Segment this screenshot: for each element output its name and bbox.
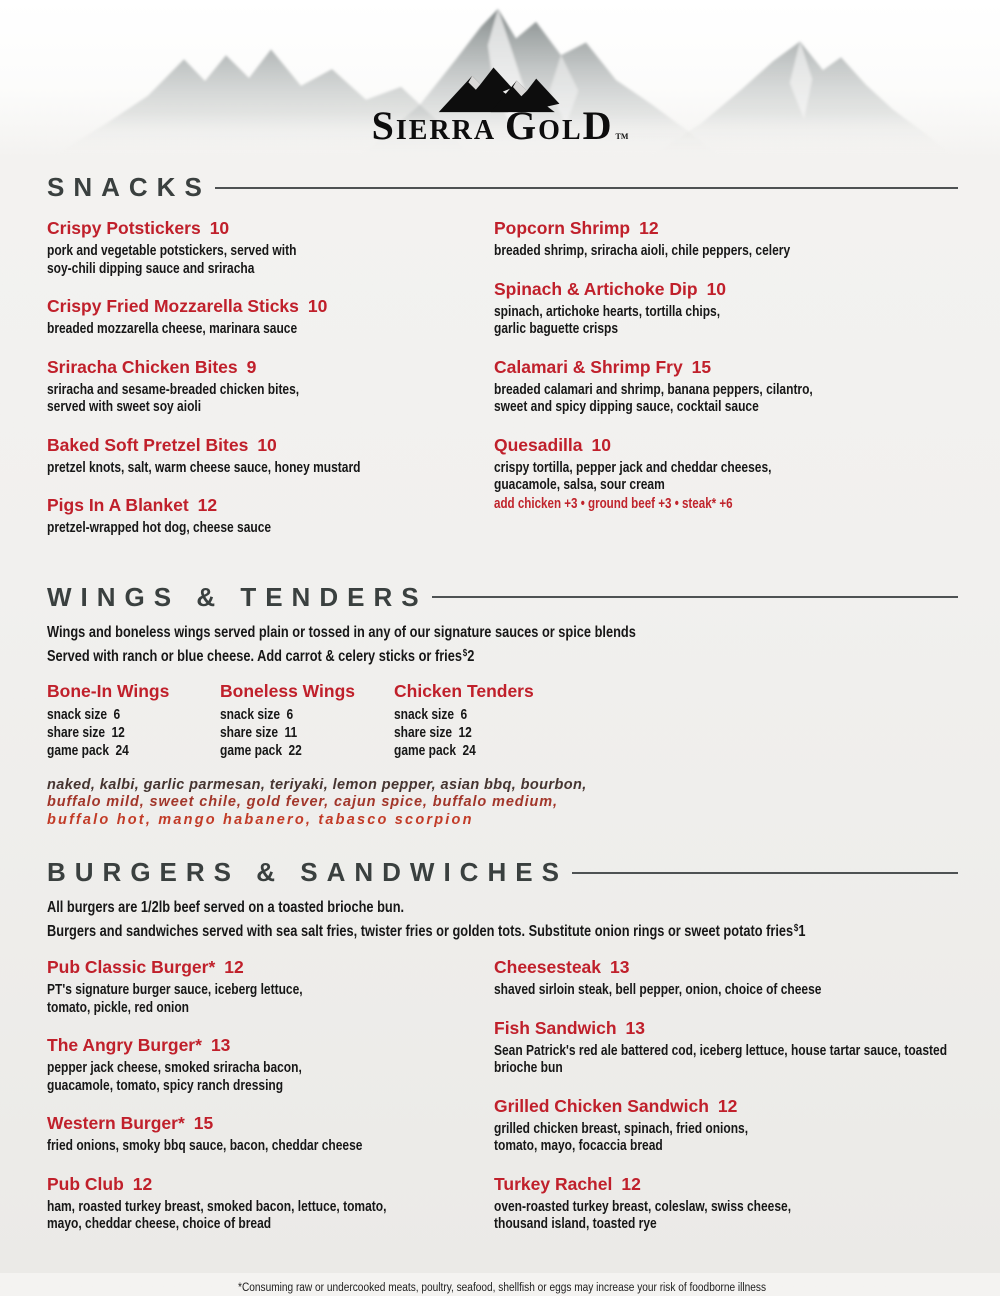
item-desc-line: oven-roasted turkey breast, coleslaw, swiss cheese, — [494, 1197, 792, 1215]
menu-header — [0, 0, 1000, 158]
menu-column — [47, 218, 494, 556]
item-price: 10 — [706, 278, 727, 299]
item-name: Pub Classic Burger* — [47, 957, 216, 977]
item-desc-line: mayo, cheddar cheese, choice of bread — [47, 1215, 272, 1232]
menu-item — [494, 1096, 1000, 1155]
burgers-items — [47, 957, 958, 1252]
section-title: WINGS & TENDERS — [47, 581, 428, 612]
wing-size-row — [220, 706, 359, 724]
wordmark-letter: G — [505, 103, 539, 148]
menu-footer — [0, 1278, 1000, 1296]
item-desc-line: breaded shrimp, sriracha aioli, chile peppers, celery — [494, 242, 791, 259]
item-name: Grilled Chicken Sandwich — [494, 1095, 709, 1116]
menu-item — [47, 296, 494, 338]
wings-intro-line2 — [47, 643, 776, 667]
item-name: Quesadilla — [494, 434, 583, 455]
item-desc-line: pork and vegetable potstickers, served with — [47, 242, 297, 259]
menu-item — [47, 218, 494, 277]
menu-item — [47, 1035, 494, 1094]
item-price: 12 — [197, 495, 218, 515]
item-desc-line: sweet and spicy dipping sauce, cocktail sauce — [494, 398, 759, 415]
item-desc-line: served with sweet soy aioli — [47, 398, 202, 415]
item-price: 10 — [591, 434, 611, 455]
wing-size-label: game pack — [394, 741, 457, 759]
brand-logo — [0, 60, 1000, 146]
wing-size-count: 6 — [286, 705, 294, 723]
menu-item — [47, 357, 494, 416]
item-desc-line: soy-chili dipping sauce and sriracha — [47, 259, 255, 277]
section-header — [47, 172, 958, 203]
wing-size-label: share size — [394, 723, 453, 741]
wing-size-label: game pack — [220, 741, 283, 759]
item-title — [47, 495, 494, 516]
wing-size-count: 24 — [115, 741, 129, 759]
price-superscript: $ — [793, 923, 799, 934]
item-desc-line: Sean Patrick's red ale battered cod, iceberg lettuce, house tartar sauce, toasted — [494, 1041, 948, 1059]
wing-size-count: 6 — [113, 705, 121, 723]
menu-column — [47, 957, 494, 1252]
item-title — [47, 957, 494, 978]
wing-size-count: 12 — [111, 723, 125, 741]
sauce-line: buffalo mild, sweet chile, gold fever, cajun spice, buffalo medium, — [47, 794, 558, 810]
item-name: Popcorn Shrimp — [494, 218, 631, 238]
section-header — [47, 857, 958, 888]
item-desc-line: brioche bun — [494, 1059, 563, 1076]
item-price: 13 — [210, 1035, 231, 1055]
wordmark-letters: IERRA — [395, 115, 497, 146]
item-price: 13 — [625, 1017, 645, 1038]
wing-size-row — [394, 724, 845, 742]
item-title — [494, 957, 1000, 978]
wordmark-letter: D — [582, 103, 614, 148]
item-price: 12 — [639, 218, 659, 238]
item-name: Cheesesteak — [494, 957, 602, 977]
menu-item — [47, 435, 494, 477]
menu-item — [494, 1018, 1000, 1077]
item-name: Baked Soft Pretzel Bites — [47, 434, 249, 455]
section-title: BURGERS & SANDWICHES — [47, 857, 568, 887]
wing-size-count: 24 — [462, 741, 476, 759]
wing-size-count: 11 — [284, 723, 298, 741]
item-title — [494, 435, 958, 456]
item-title — [47, 296, 494, 317]
item-title — [494, 1174, 1000, 1195]
menu-item — [494, 279, 958, 338]
item-price: 12 — [621, 1173, 641, 1194]
menu-item — [47, 957, 494, 1016]
item-title — [494, 279, 958, 300]
item-title — [47, 1113, 494, 1134]
item-price: 10 — [307, 296, 328, 316]
item-desc-line: breaded calamari and shrimp, banana peppers, cilantro, — [494, 380, 813, 398]
menu-item — [47, 495, 494, 537]
item-name: Turkey Rachel — [494, 1173, 613, 1194]
burgers-intro — [47, 897, 958, 942]
menu-item — [494, 218, 958, 260]
wordmark-letters: OL — [538, 115, 583, 146]
item-name: Pub Club — [47, 1173, 124, 1194]
item-title — [494, 1018, 1000, 1039]
menu-item — [494, 1174, 1000, 1233]
section-rule — [572, 872, 958, 874]
item-price: 12 — [717, 1095, 738, 1116]
menu-item — [494, 435, 958, 513]
wordmark-letter: S — [371, 103, 396, 148]
footer-disclaimer: *Consuming raw or undercooked meats, poultry, seafood, shellfish or eggs may increase your risk of foodborne illness — [238, 1281, 767, 1294]
burgers-intro-line1: All burgers are 1/2lb beef served on a toasted brioche bun. — [47, 899, 405, 916]
section-rule — [215, 187, 958, 189]
item-price: 15 — [193, 1113, 214, 1133]
sauce-line: buffalo hot, mango habanero, tabasco scorpion — [47, 811, 474, 828]
item-name: Spinach & Artichoke Dip — [494, 278, 698, 299]
item-name: The Angry Burger* — [47, 1035, 202, 1055]
wing-size-count: 22 — [288, 741, 302, 759]
wing-size-label: snack size — [394, 705, 455, 723]
wing-variant — [220, 681, 394, 760]
intro-text: Served with ranch or blue cheese. Add carrot & celery sticks or fries — [47, 647, 462, 665]
brand-wordmark — [371, 103, 629, 148]
item-name: Crispy Potstickers — [47, 218, 201, 238]
wing-size-count: 12 — [458, 723, 472, 741]
item-price: 9 — [246, 356, 257, 377]
intro-text: Burgers and sandwiches served with sea salt fries, twister fries or golden tots. Substitute onion rings or sweet potato fries — [47, 923, 794, 940]
item-desc-line: pretzel-wrapped hot dog, cheese sauce — [47, 519, 272, 536]
section-snacks — [0, 172, 1000, 556]
menu-item — [494, 957, 1000, 999]
item-price: 10 — [257, 434, 277, 455]
item-desc-line: tomato, mayo, focaccia bread — [494, 1137, 663, 1154]
item-price: 12 — [132, 1173, 153, 1194]
item-desc-line: PT's signature burger sauce, iceberg lettuce, — [47, 981, 303, 998]
item-title — [47, 1174, 494, 1195]
item-name: Calamari & Shrimp Fry — [494, 356, 683, 377]
item-desc-line: guacamole, tomato, spicy ranch dressing — [47, 1076, 284, 1094]
item-name: Fish Sandwich — [494, 1017, 617, 1038]
item-desc-line: pretzel knots, salt, warm cheese sauce, honey mustard — [47, 458, 361, 476]
item-title — [494, 218, 958, 239]
item-desc-line: breaded mozzarella cheese, marinara sauce — [47, 320, 298, 337]
item-desc-line: spinach, artichoke hearts, tortilla chips, — [494, 302, 721, 320]
wings-intro-line1: Wings and boneless wings served plain or tossed in any of our signature sauces or spice blends — [47, 623, 636, 641]
trademark-symbol: TM — [615, 132, 629, 141]
wing-size-row — [220, 724, 359, 742]
wing-size-row — [47, 724, 185, 742]
wing-size-label: snack size — [220, 705, 281, 723]
menu-column — [494, 218, 958, 532]
item-desc-line: tomato, pickle, red onion — [47, 998, 190, 1016]
item-price: 12 — [224, 957, 244, 977]
item-desc-line: sriracha and sesame-breaded chicken bites, — [47, 380, 300, 398]
item-addon-line: add chicken +3 • ground beef +3 • steak* +6 — [494, 495, 733, 512]
wing-size-row — [47, 706, 185, 724]
menu-column — [494, 957, 1000, 1252]
item-desc-line: grilled chicken breast, spinach, fried onions, — [494, 1119, 749, 1137]
item-price: 15 — [691, 356, 712, 377]
wing-size-label: game pack — [47, 741, 110, 759]
wing-size-count: 6 — [460, 705, 468, 723]
price-number: 1 — [798, 923, 806, 940]
item-title — [494, 1096, 1000, 1117]
section-header — [47, 582, 958, 613]
section-rule — [432, 596, 958, 598]
wings-intro — [47, 622, 958, 667]
sauce-list — [47, 777, 958, 830]
item-desc-line: thousand island, toasted rye — [494, 1215, 657, 1232]
section-title: SNACKS — [47, 172, 211, 202]
wing-size-row — [394, 706, 845, 724]
item-title — [47, 435, 494, 456]
item-name: Pigs In A Blanket — [47, 495, 189, 515]
menu-item — [47, 1174, 494, 1233]
wing-variant — [47, 681, 220, 760]
wing-size-row — [394, 742, 845, 760]
burgers-intro-line2 — [47, 918, 806, 942]
menu-item — [494, 357, 958, 416]
wing-variant-name: Bone-In Wings — [47, 680, 170, 701]
wing-size-label: share size — [220, 723, 279, 741]
item-title — [47, 218, 494, 239]
item-desc-line: crispy tortilla, pepper jack and cheddar cheeses, — [494, 458, 772, 476]
item-name: Sriracha Chicken Bites — [47, 356, 238, 377]
item-title — [494, 357, 958, 378]
wing-size-row — [220, 742, 359, 760]
price-number: 2 — [467, 647, 475, 665]
section-burgers — [0, 857, 1000, 1252]
item-desc-line: shaved sirloin steak, bell pepper, onion, choice of cheese — [494, 981, 822, 998]
wing-variant — [394, 681, 958, 760]
wing-size-label: snack size — [47, 705, 108, 723]
item-desc-line: fried onions, smoky bbq sauce, bacon, cheddar cheese — [47, 1137, 363, 1154]
item-desc-line: guacamole, salsa, sour cream — [494, 476, 665, 493]
item-title — [47, 357, 494, 378]
wing-variant-name: Chicken Tenders — [394, 680, 534, 701]
wing-variant-name: Boneless Wings — [220, 680, 356, 701]
item-desc-line: garlic baguette crisps — [494, 320, 619, 337]
sauce-line: naked, kalbi, garlic parmesan, teriyaki, lemon pepper, asian bbq, bourbon, — [47, 776, 587, 793]
wing-size-label: share size — [47, 723, 106, 741]
item-title — [47, 1035, 494, 1056]
price-superscript: $ — [462, 647, 468, 659]
snacks-items — [47, 218, 958, 556]
item-name: Western Burger* — [47, 1113, 185, 1133]
menu-item — [47, 1113, 494, 1155]
item-desc-line: ham, roasted turkey breast, smoked bacon, lettuce, tomato, — [47, 1197, 387, 1215]
section-wings — [0, 582, 1000, 830]
item-name: Crispy Fried Mozzarella Sticks — [47, 296, 299, 316]
item-price: 13 — [610, 957, 630, 977]
item-desc-line: pepper jack cheese, smoked sriracha bacon, — [47, 1059, 302, 1076]
wings-variants — [47, 681, 958, 760]
item-price: 10 — [209, 218, 230, 238]
wing-size-row — [47, 742, 185, 760]
